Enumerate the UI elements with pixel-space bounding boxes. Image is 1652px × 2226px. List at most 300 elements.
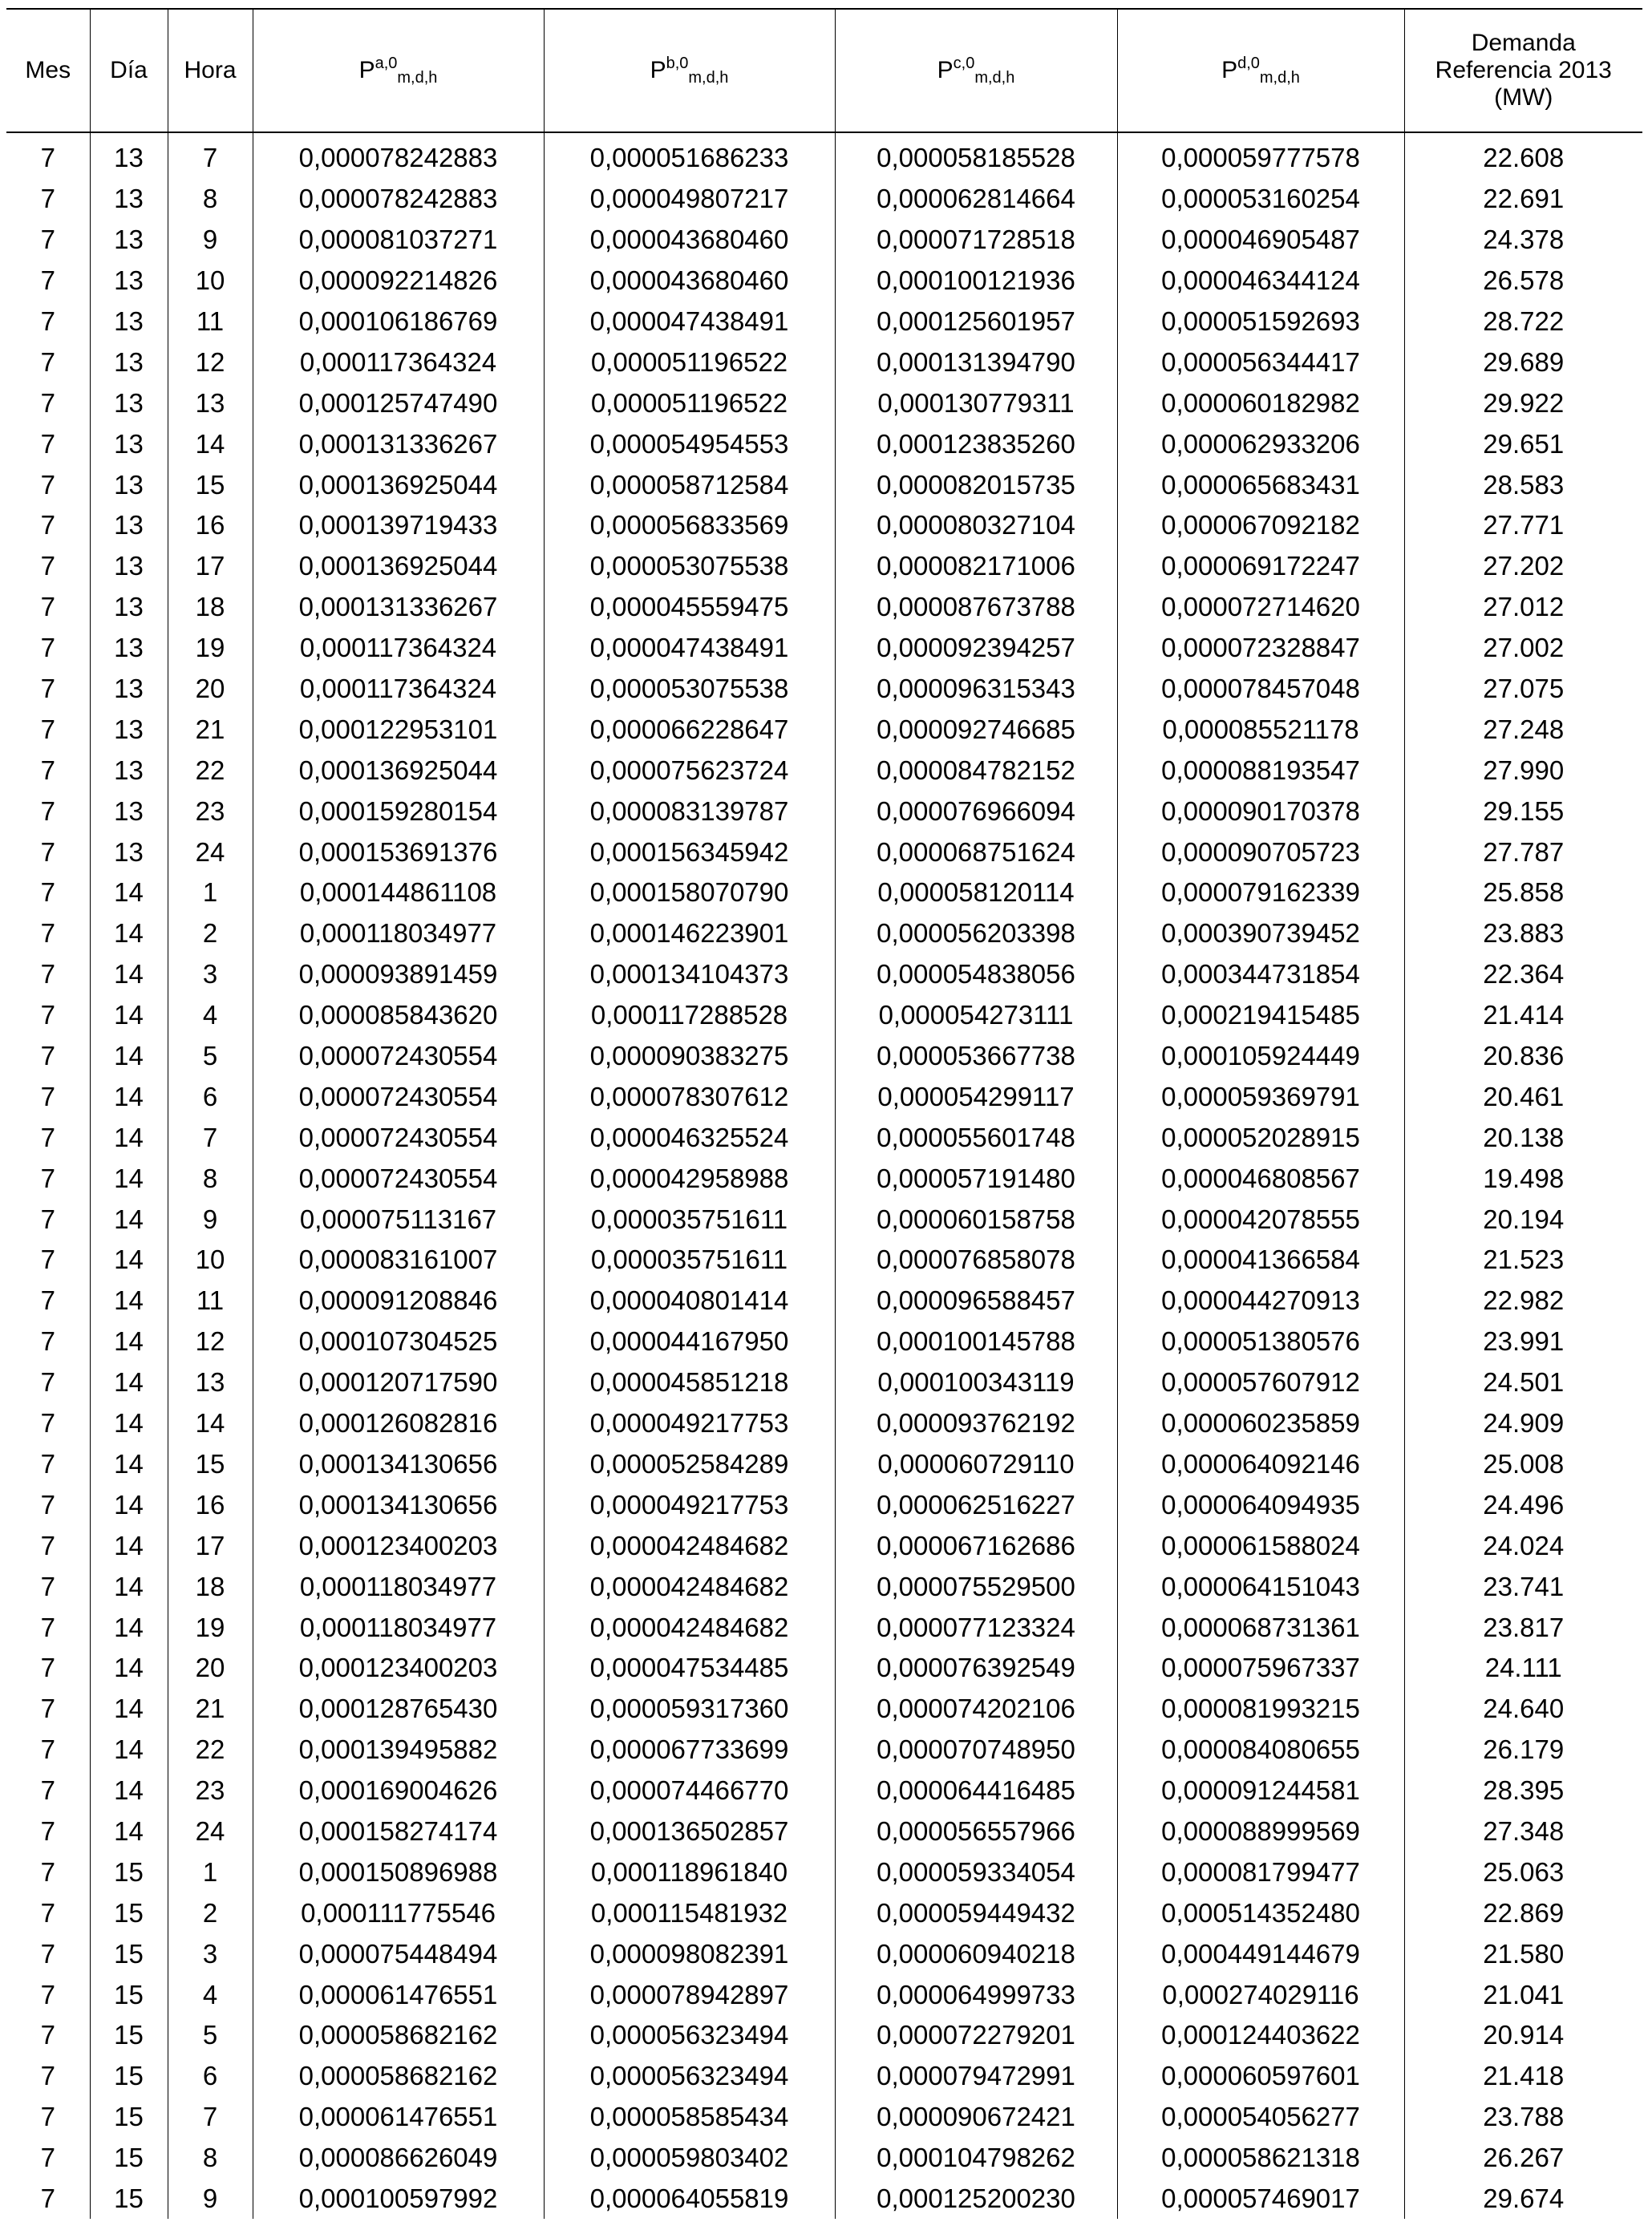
cell-demanda: 24.909 (1404, 1403, 1642, 1444)
cell-dia: 14 (90, 1484, 168, 1525)
cell-pa: 0,000072430554 (253, 1076, 544, 1117)
cell-demanda: 24.111 (1404, 1648, 1642, 1689)
header-pd: P$^{d,0}_{m,d,h}$ (1117, 9, 1404, 132)
cell-pb: 0,000051196522 (544, 342, 835, 382)
cell-hora: 2 (168, 913, 253, 954)
cell-demanda: 27.002 (1404, 628, 1642, 669)
cell-hora: 6 (168, 2056, 253, 2097)
cell-mes: 7 (6, 1566, 90, 1607)
cell-hora: 16 (168, 1484, 253, 1525)
cell-pb: 0,000067733699 (544, 1730, 835, 1771)
cell-pc: 0,000084782152 (835, 750, 1117, 791)
cell-hora: 24 (168, 832, 253, 872)
table-row (6, 1811, 1642, 1852)
cell-mes: 7 (6, 464, 90, 505)
cell-mes: 7 (6, 342, 90, 382)
cell-hora: 15 (168, 464, 253, 505)
cell-demanda: 20.138 (1404, 1117, 1642, 1158)
table-row (6, 1403, 1642, 1444)
table-row (6, 1974, 1642, 2015)
cell-hora: 17 (168, 546, 253, 587)
cell-pb: 0,000049807217 (544, 179, 835, 220)
cell-dia: 14 (90, 1076, 168, 1117)
cell-dia: 14 (90, 913, 168, 954)
cell-pb: 0,000064055819 (544, 2179, 835, 2220)
cell-pa: 0,000061476551 (253, 2097, 544, 2138)
cell-hora: 7 (168, 2097, 253, 2138)
cell-mes: 7 (6, 791, 90, 832)
cell-demanda: 27.990 (1404, 750, 1642, 791)
cell-pd: 0,000062933206 (1117, 423, 1404, 464)
cell-demanda: 22.608 (1404, 132, 1642, 179)
cell-pd: 0,000051380576 (1117, 1321, 1404, 1362)
cell-demanda: 25.008 (1404, 1444, 1642, 1485)
cell-pa: 0,000111775546 (253, 1892, 544, 1933)
cell-pd: 0,000053160254 (1117, 179, 1404, 220)
header-pc: P$^{c,0}_{m,d,h}$ (835, 9, 1117, 132)
table-row (6, 2179, 1642, 2220)
table-row (6, 1484, 1642, 1525)
cell-pc: 0,000123835260 (835, 423, 1117, 464)
cell-dia: 14 (90, 995, 168, 1036)
cell-dia: 15 (90, 2015, 168, 2056)
cell-mes: 7 (6, 302, 90, 342)
cell-pd: 0,000105924449 (1117, 1036, 1404, 1077)
cell-pd: 0,000079162339 (1117, 872, 1404, 913)
cell-mes: 7 (6, 1811, 90, 1852)
cell-pc: 0,000131394790 (835, 342, 1117, 382)
cell-pc: 0,000058185528 (835, 132, 1117, 179)
cell-mes: 7 (6, 2097, 90, 2138)
table-row (6, 423, 1642, 464)
cell-dia: 14 (90, 1158, 168, 1199)
cell-pc: 0,000060940218 (835, 1933, 1117, 1974)
cell-pb: 0,000056833569 (544, 505, 835, 546)
cell-hora: 10 (168, 1240, 253, 1281)
cell-demanda: 22.869 (1404, 1892, 1642, 1933)
cell-pd: 0,000090705723 (1117, 832, 1404, 872)
table-row (6, 179, 1642, 220)
cell-pb: 0,000056323494 (544, 2056, 835, 2097)
cell-pc: 0,000072279201 (835, 2015, 1117, 2056)
cell-pa: 0,000136925044 (253, 546, 544, 587)
cell-pb: 0,000058712584 (544, 464, 835, 505)
cell-mes: 7 (6, 423, 90, 464)
cell-pd: 0,000042078555 (1117, 1199, 1404, 1240)
header-row (6, 9, 1642, 132)
table-row (6, 1444, 1642, 1485)
cell-pd: 0,000054056277 (1117, 2097, 1404, 2138)
cell-mes: 7 (6, 587, 90, 628)
cell-pb: 0,000134104373 (544, 954, 835, 995)
table-row (6, 1689, 1642, 1730)
cell-demanda: 29.155 (1404, 791, 1642, 832)
table-row (6, 669, 1642, 710)
cell-mes: 7 (6, 1933, 90, 1974)
cell-hora: 5 (168, 2015, 253, 2056)
cell-pc: 0,000096315343 (835, 669, 1117, 710)
cell-pa: 0,000118034977 (253, 1607, 544, 1648)
demand-table (6, 8, 1642, 2219)
cell-hora: 12 (168, 1321, 253, 1362)
cell-pa: 0,000072430554 (253, 1117, 544, 1158)
cell-hora: 9 (168, 2179, 253, 2220)
cell-pc: 0,000060158758 (835, 1199, 1117, 1240)
table-row (6, 2056, 1642, 2097)
cell-pb: 0,000046325524 (544, 1117, 835, 1158)
cell-mes: 7 (6, 546, 90, 587)
cell-mes: 7 (6, 1771, 90, 1811)
cell-pb: 0,000058585434 (544, 2097, 835, 2138)
cell-pa: 0,000158274174 (253, 1811, 544, 1852)
cell-pa: 0,000072430554 (253, 1036, 544, 1077)
table-row (6, 1036, 1642, 1077)
cell-pb: 0,000042958988 (544, 1158, 835, 1199)
cell-pb: 0,000047438491 (544, 302, 835, 342)
cell-pd: 0,000058621318 (1117, 2138, 1404, 2179)
table-row (6, 1240, 1642, 1281)
cell-pd: 0,000041366584 (1117, 1240, 1404, 1281)
cell-dia: 14 (90, 1199, 168, 1240)
cell-mes: 7 (6, 1525, 90, 1566)
cell-pd: 0,000060235859 (1117, 1403, 1404, 1444)
cell-pc: 0,000060729110 (835, 1444, 1117, 1485)
cell-pa: 0,000078242883 (253, 132, 544, 179)
cell-pd: 0,000072328847 (1117, 628, 1404, 669)
cell-pb: 0,000049217753 (544, 1484, 835, 1525)
cell-pa: 0,000083161007 (253, 1240, 544, 1281)
cell-dia: 14 (90, 1525, 168, 1566)
cell-hora: 8 (168, 1158, 253, 1199)
cell-pd: 0,000068731361 (1117, 1607, 1404, 1648)
cell-pa: 0,000144861108 (253, 872, 544, 913)
cell-demanda: 25.858 (1404, 872, 1642, 913)
cell-pd: 0,000046808567 (1117, 1158, 1404, 1199)
cell-pa: 0,000120717590 (253, 1362, 544, 1403)
table-row (6, 132, 1642, 179)
cell-pd: 0,000051592693 (1117, 302, 1404, 342)
cell-hora: 4 (168, 995, 253, 1036)
cell-pd: 0,000078457048 (1117, 669, 1404, 710)
cell-dia: 14 (90, 1811, 168, 1852)
cell-hora: 14 (168, 423, 253, 464)
header-dia: Día (90, 9, 168, 132)
cell-pb: 0,000054954553 (544, 423, 835, 464)
cell-hora: 20 (168, 669, 253, 710)
cell-demanda: 21.523 (1404, 1240, 1642, 1281)
cell-pb: 0,000053075538 (544, 546, 835, 587)
cell-pa: 0,000117364324 (253, 342, 544, 382)
cell-demanda: 27.771 (1404, 505, 1642, 546)
cell-mes: 7 (6, 1648, 90, 1689)
cell-demanda: 29.689 (1404, 342, 1642, 382)
cell-pc: 0,000076966094 (835, 791, 1117, 832)
cell-pd: 0,000075967337 (1117, 1648, 1404, 1689)
cell-pc: 0,000076392549 (835, 1648, 1117, 1689)
cell-hora: 8 (168, 2138, 253, 2179)
cell-pa: 0,000150896988 (253, 1852, 544, 1892)
cell-hora: 19 (168, 1607, 253, 1648)
cell-hora: 12 (168, 342, 253, 382)
cell-pb: 0,000047438491 (544, 628, 835, 669)
cell-hora: 11 (168, 1281, 253, 1321)
cell-dia: 14 (90, 1403, 168, 1444)
cell-pc: 0,000100145788 (835, 1321, 1117, 1362)
cell-pb: 0,000042484682 (544, 1525, 835, 1566)
cell-pc: 0,000077123324 (835, 1607, 1117, 1648)
cell-pb: 0,000118961840 (544, 1852, 835, 1892)
cell-pa: 0,000169004626 (253, 1771, 544, 1811)
cell-mes: 7 (6, 505, 90, 546)
cell-pd: 0,000065683431 (1117, 464, 1404, 505)
cell-hora: 10 (168, 261, 253, 302)
cell-dia: 14 (90, 872, 168, 913)
cell-demanda: 27.787 (1404, 832, 1642, 872)
cell-pc: 0,000067162686 (835, 1525, 1117, 1566)
cell-dia: 14 (90, 1036, 168, 1077)
cell-mes: 7 (6, 1607, 90, 1648)
cell-hora: 24 (168, 1811, 253, 1852)
cell-pc: 0,000090672421 (835, 2097, 1117, 2138)
cell-pb: 0,000049217753 (544, 1403, 835, 1444)
cell-demanda: 27.202 (1404, 546, 1642, 587)
cell-pc: 0,000092746685 (835, 709, 1117, 750)
cell-pb: 0,000043680460 (544, 220, 835, 261)
cell-pa: 0,000118034977 (253, 913, 544, 954)
cell-hora: 1 (168, 1852, 253, 1892)
cell-demanda: 26.179 (1404, 1730, 1642, 1771)
cell-dia: 13 (90, 464, 168, 505)
cell-pd: 0,000090170378 (1117, 791, 1404, 832)
cell-pc: 0,000056557966 (835, 1811, 1117, 1852)
data-sheet (6, 8, 1642, 2219)
cell-dia: 13 (90, 750, 168, 791)
cell-pd: 0,000085521178 (1117, 709, 1404, 750)
cell-demanda: 28.583 (1404, 464, 1642, 505)
cell-dia: 13 (90, 261, 168, 302)
table-row (6, 1730, 1642, 1771)
cell-pa: 0,000117364324 (253, 669, 544, 710)
cell-dia: 13 (90, 832, 168, 872)
cell-dia: 14 (90, 1648, 168, 1689)
table-row (6, 1199, 1642, 1240)
cell-demanda: 27.348 (1404, 1811, 1642, 1852)
cell-pd: 0,000057607912 (1117, 1362, 1404, 1403)
cell-hora: 7 (168, 1117, 253, 1158)
cell-mes: 7 (6, 954, 90, 995)
cell-mes: 7 (6, 1403, 90, 1444)
cell-hora: 23 (168, 1771, 253, 1811)
cell-hora: 22 (168, 750, 253, 791)
cell-pb: 0,000083139787 (544, 791, 835, 832)
cell-dia: 14 (90, 1771, 168, 1811)
cell-demanda: 27.012 (1404, 587, 1642, 628)
cell-demanda: 28.395 (1404, 1771, 1642, 1811)
cell-mes: 7 (6, 2138, 90, 2179)
cell-pa: 0,000061476551 (253, 1974, 544, 2015)
cell-demanda: 27.248 (1404, 709, 1642, 750)
cell-mes: 7 (6, 1036, 90, 1077)
cell-demanda: 24.024 (1404, 1525, 1642, 1566)
cell-demanda: 22.364 (1404, 954, 1642, 995)
cell-pd: 0,000124403622 (1117, 2015, 1404, 2056)
cell-pa: 0,000086626049 (253, 2138, 544, 2179)
cell-pd: 0,000064094935 (1117, 1484, 1404, 1525)
cell-mes: 7 (6, 2015, 90, 2056)
cell-mes: 7 (6, 832, 90, 872)
cell-pc: 0,000079472991 (835, 2056, 1117, 2097)
cell-hora: 21 (168, 709, 253, 750)
cell-mes: 7 (6, 132, 90, 179)
cell-hora: 14 (168, 1403, 253, 1444)
cell-demanda: 23.741 (1404, 1566, 1642, 1607)
cell-pd: 0,000060182982 (1117, 382, 1404, 423)
cell-pa: 0,000134130656 (253, 1444, 544, 1485)
table-row (6, 2138, 1642, 2179)
cell-pd: 0,000059777578 (1117, 132, 1404, 179)
cell-pd: 0,000449144679 (1117, 1933, 1404, 1974)
cell-pc: 0,000104798262 (835, 2138, 1117, 2179)
cell-dia: 13 (90, 342, 168, 382)
table-row (6, 954, 1642, 995)
table-row (6, 1076, 1642, 1117)
cell-hora: 22 (168, 1730, 253, 1771)
table-row (6, 382, 1642, 423)
header-hora: Hora (168, 9, 253, 132)
cell-pc: 0,000100343119 (835, 1362, 1117, 1403)
cell-pa: 0,000136925044 (253, 464, 544, 505)
cell-mes: 7 (6, 1484, 90, 1525)
cell-pa: 0,000100597992 (253, 2179, 544, 2220)
cell-pb: 0,000059803402 (544, 2138, 835, 2179)
cell-dia: 13 (90, 709, 168, 750)
cell-pc: 0,000070748950 (835, 1730, 1117, 1771)
cell-demanda: 24.496 (1404, 1484, 1642, 1525)
cell-hora: 19 (168, 628, 253, 669)
cell-hora: 7 (168, 132, 253, 179)
cell-pa: 0,000075448494 (253, 1933, 544, 1974)
cell-pc: 0,000053667738 (835, 1036, 1117, 1077)
cell-pa: 0,000117364324 (253, 628, 544, 669)
cell-dia: 14 (90, 1362, 168, 1403)
cell-demanda: 29.651 (1404, 423, 1642, 464)
cell-pc: 0,000054273111 (835, 995, 1117, 1036)
cell-pd: 0,000088193547 (1117, 750, 1404, 791)
cell-demanda: 21.414 (1404, 995, 1642, 1036)
table-row (6, 1771, 1642, 1811)
cell-dia: 14 (90, 954, 168, 995)
cell-pb: 0,000115481932 (544, 1892, 835, 1933)
cell-pb: 0,000059317360 (544, 1689, 835, 1730)
table-row (6, 1281, 1642, 1321)
cell-pa: 0,000091208846 (253, 1281, 544, 1321)
cell-mes: 7 (6, 1158, 90, 1199)
cell-pc: 0,000100121936 (835, 261, 1117, 302)
cell-demanda: 26.578 (1404, 261, 1642, 302)
cell-pd: 0,000056344417 (1117, 342, 1404, 382)
cell-pb: 0,000045559475 (544, 587, 835, 628)
cell-mes: 7 (6, 179, 90, 220)
cell-hora: 9 (168, 1199, 253, 1240)
cell-pc: 0,000056203398 (835, 913, 1117, 954)
cell-pd: 0,000081993215 (1117, 1689, 1404, 1730)
table-row (6, 1566, 1642, 1607)
table-row (6, 1852, 1642, 1892)
cell-pb: 0,000035751611 (544, 1199, 835, 1240)
cell-demanda: 29.674 (1404, 2179, 1642, 2220)
cell-demanda: 23.817 (1404, 1607, 1642, 1648)
cell-mes: 7 (6, 1199, 90, 1240)
cell-mes: 7 (6, 750, 90, 791)
cell-demanda: 23.788 (1404, 2097, 1642, 2138)
cell-pb: 0,000078307612 (544, 1076, 835, 1117)
table-row (6, 1525, 1642, 1566)
cell-hora: 4 (168, 1974, 253, 2015)
cell-pa: 0,000085843620 (253, 995, 544, 1036)
cell-pd: 0,000061588024 (1117, 1525, 1404, 1566)
cell-dia: 13 (90, 669, 168, 710)
cell-hora: 15 (168, 1444, 253, 1485)
cell-pb: 0,000098082391 (544, 1933, 835, 1974)
cell-dia: 13 (90, 220, 168, 261)
cell-pd: 0,000219415485 (1117, 995, 1404, 1036)
cell-pd: 0,000046344124 (1117, 261, 1404, 302)
cell-pa: 0,000159280154 (253, 791, 544, 832)
cell-mes: 7 (6, 872, 90, 913)
cell-demanda: 28.722 (1404, 302, 1642, 342)
table-body (6, 132, 1642, 2219)
cell-pb: 0,000117288528 (544, 995, 835, 1036)
cell-pc: 0,000096588457 (835, 1281, 1117, 1321)
cell-pa: 0,000123400203 (253, 1525, 544, 1566)
cell-pa: 0,000093891459 (253, 954, 544, 995)
cell-pb: 0,000158070790 (544, 872, 835, 913)
cell-dia: 15 (90, 2056, 168, 2097)
cell-pb: 0,000045851218 (544, 1362, 835, 1403)
cell-pa: 0,000122953101 (253, 709, 544, 750)
cell-pb: 0,000146223901 (544, 913, 835, 954)
cell-pc: 0,000058120114 (835, 872, 1117, 913)
table-row (6, 464, 1642, 505)
table-row (6, 342, 1642, 382)
cell-pb: 0,000051686233 (544, 132, 835, 179)
cell-dia: 14 (90, 1689, 168, 1730)
table-row (6, 505, 1642, 546)
cell-pb: 0,000051196522 (544, 382, 835, 423)
table-row (6, 1648, 1642, 1689)
cell-pa: 0,000131336267 (253, 587, 544, 628)
cell-pb: 0,000042484682 (544, 1607, 835, 1648)
cell-pc: 0,000055601748 (835, 1117, 1117, 1158)
cell-pc: 0,000093762192 (835, 1403, 1117, 1444)
cell-pd: 0,000064151043 (1117, 1566, 1404, 1607)
cell-demanda: 25.063 (1404, 1852, 1642, 1892)
cell-pc: 0,000125601957 (835, 302, 1117, 342)
cell-mes: 7 (6, 220, 90, 261)
cell-dia: 14 (90, 1566, 168, 1607)
cell-pd: 0,000390739452 (1117, 913, 1404, 954)
cell-hora: 3 (168, 1933, 253, 1974)
cell-mes: 7 (6, 1117, 90, 1158)
cell-mes: 7 (6, 1730, 90, 1771)
cell-pb: 0,000156345942 (544, 832, 835, 872)
cell-demanda: 27.075 (1404, 669, 1642, 710)
cell-hora: 20 (168, 1648, 253, 1689)
cell-mes: 7 (6, 1281, 90, 1321)
cell-pc: 0,000054299117 (835, 1076, 1117, 1117)
cell-demanda: 21.041 (1404, 1974, 1642, 2015)
cell-pa: 0,000131336267 (253, 423, 544, 464)
